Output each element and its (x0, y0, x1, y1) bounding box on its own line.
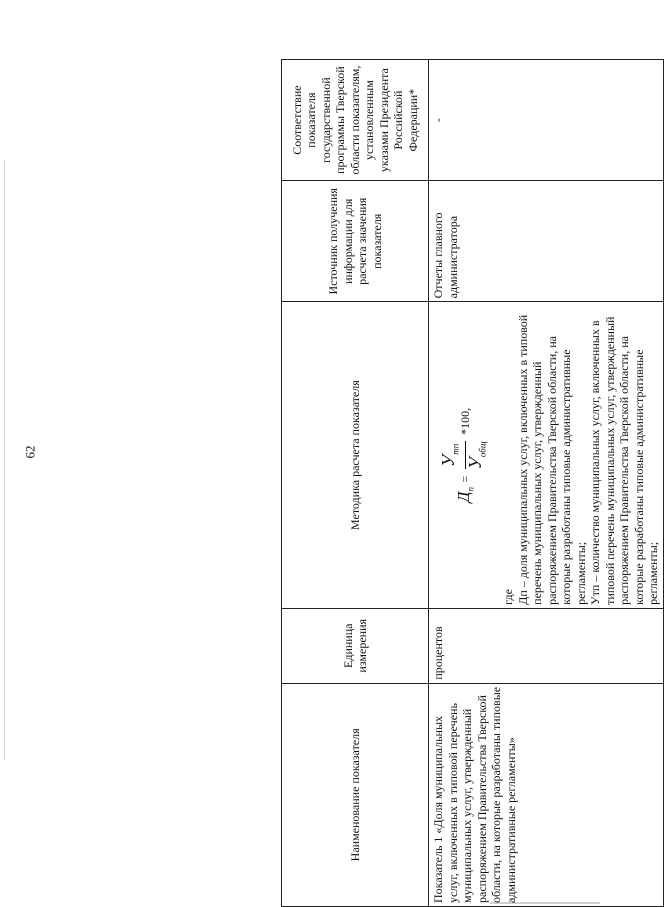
table-row (429, 60, 664, 907)
header-unit: Единица измерения (282, 608, 429, 683)
formula-numerator: $У_{тп}$ (439, 441, 466, 469)
header-source: Источник получения информации для расчета значения показателя (282, 181, 429, 302)
method-line-1: Дп – доля муниципальных услуг, включенных в типовой перечень муниципальных услуг, утвержденный распоряжением Правительства Тверской области, на которые разработаны типовые административные регламенты; (515, 314, 588, 605)
formula-tail: *100, (457, 407, 472, 435)
cell-compliance: - (429, 60, 664, 181)
page-number: 62 (22, 445, 38, 459)
rotated-sheet (281, 59, 661, 907)
cell-unit: процентов (429, 608, 664, 683)
cell-method (429, 302, 664, 608)
table-header-row (282, 60, 429, 907)
header-indicator-name: Наименование показателя (282, 683, 429, 906)
formula-lhs: $Д_п$ (454, 487, 476, 503)
scan-edge-left (4, 160, 5, 760)
indicator-table (281, 59, 664, 907)
header-method: Методика расчета показателя (282, 302, 429, 608)
formula: $Д_п$ = $У_{тп}$ $У_{общ}$ *100, (439, 305, 491, 604)
header-compliance: Соответствие показателя государственной программы Тверской области показателям, установленным указами Президента Российской Федерации* (282, 60, 429, 181)
method-line-2: Утп – количество муниципальных услуг, включенных в типовой перечень муниципальных услуг, утвержденный распоряжением Правительства Тверской области, на которые разработаны типовые административные регламенты; (588, 316, 661, 605)
method-where: где (501, 589, 516, 605)
formula-fraction (439, 441, 491, 469)
formula-denominator: $У_{общ}$ (464, 441, 488, 470)
cell-indicator-name: Показатель 1 «Доля муниципальных услуг, включенных в типовой перечень муниципальных услуг, утвержденный распоряжением Правительства Тверской области, на которые разработаны типовые административные регламенты» (429, 683, 664, 906)
cell-source: Отчеты главного администратора (429, 181, 664, 302)
